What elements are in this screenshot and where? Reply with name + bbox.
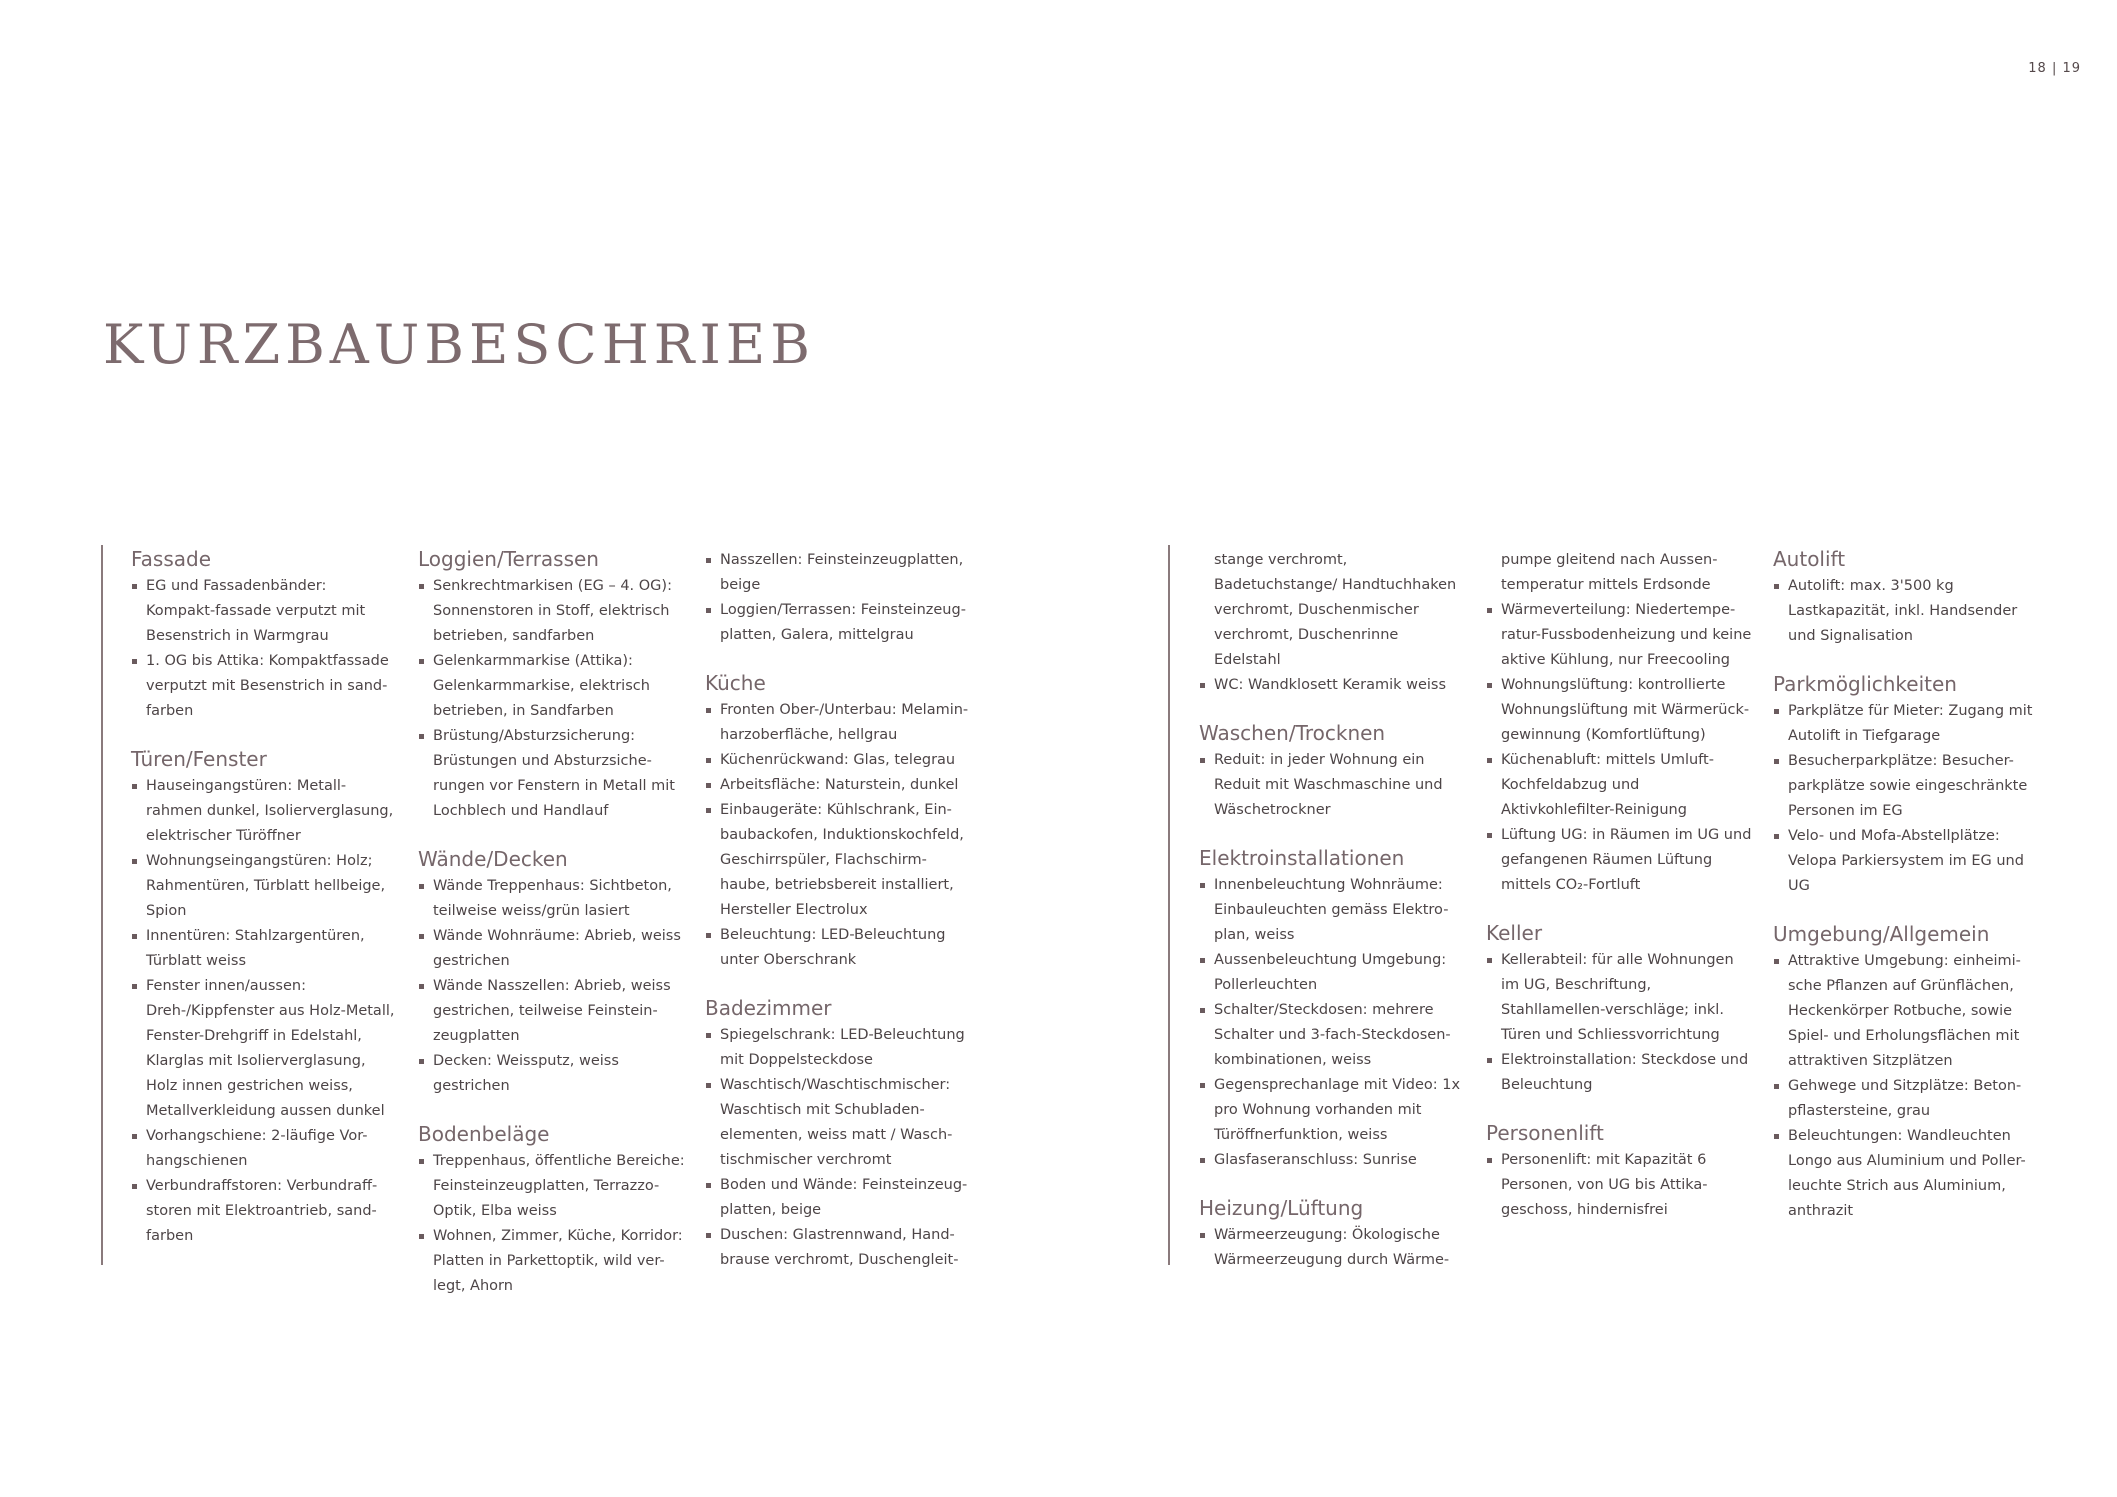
list-item: Beleuchtungen: Wandleuchten Longo aus Aluminium und Poller-leuchte Strich aus Aluminium, anthrazit	[1773, 1124, 2041, 1224]
list-item: Lüftung UG: in Räumen im UG und gefangenen Räumen Lüftung mittels CO₂-Fortluft	[1486, 823, 1754, 898]
section-heading: Waschen/Trocknen	[1199, 721, 1386, 745]
list-item: Kellerabteil: für alle Wohnungen im UG, Beschriftung, Stahllamellen-verschläge; inkl. Türen und Schliessvorrichtung	[1486, 948, 1754, 1048]
list-item: Gehwege und Sitzplätze: Beton-pflastersteine, grau	[1773, 1074, 2041, 1124]
section-list	[1773, 949, 2041, 1224]
list-item: Loggien/Terrassen: Feinsteinzeug-platten, Galera, mittelgrau	[705, 598, 973, 648]
list-item: Arbeitsfläche: Naturstein, dunkel	[705, 773, 973, 798]
list-item: Hauseingangstüren: Metall-rahmen dunkel, Isolierverglasung, elektrischer Türöffner	[131, 774, 399, 849]
list-item: Glasfaseranschluss: Sunrise	[1199, 1148, 1467, 1173]
list-item: Wohnungslüftung: kontrollierte Wohnungslüftung mit Wärmerück-gewinnung (Komfortlüftung)	[1486, 673, 1754, 748]
section-list	[705, 1023, 973, 1273]
section-heading: Personenlift	[1486, 1121, 1604, 1145]
section-list	[705, 698, 973, 973]
list-item: Wärmeverteilung: Niedertempe-ratur-Fussbodenheizung und keine aktive Kühlung, nur Freecooling	[1486, 598, 1754, 673]
section-heading: Wände/Decken	[418, 847, 568, 871]
list-item: Duschen: Glastrennwand, Hand-brause verchromt, Duschengleit-	[705, 1223, 973, 1273]
page-title: KURZBAUBESCHRIEB	[103, 313, 815, 376]
list-item: Gegensprechanlage mit Video: 1x pro Wohnung vorhanden mit Türöffnerfunktion, weiss	[1199, 1073, 1467, 1148]
list-item: Brüstung/Absturzsicherung: Brüstungen und Absturzsiche-rungen vor Fenstern in Metall mit Lochblech und Handlauf	[418, 724, 686, 824]
section-heading: Loggien/Terrassen	[418, 547, 599, 571]
list-item-continued: stange verchromt, Badetuchstange/ Handtuchhaken verchromt, Duschenmischer verchromt, Duschenrinne Edelstahl	[1214, 552, 1457, 668]
list-item: Wände Treppenhaus: Sichtbeton, teilweise weiss/grün lasiert	[418, 874, 686, 924]
list-item: Treppenhaus, öffentliche Bereiche: Feinsteinzeugplatten, Terrazzo-Optik, Elba weiss	[418, 1149, 686, 1224]
section-heading: Küche	[705, 671, 766, 695]
list-item: Autolift: max. 3'500 kg Lastkapazität, inkl. Handsender und Signalisation	[1773, 574, 2041, 649]
section-list	[1199, 1223, 1467, 1273]
column-2	[418, 546, 686, 1299]
list-item: Einbaugeräte: Kühlschrank, Ein-baubackofen, Induktionskochfeld, Geschirrspüler, Flachschirm-haube, betriebsbereit installiert, Hersteller Electrolux	[705, 798, 973, 923]
section-heading: Türen/Fenster	[131, 747, 267, 771]
list-item: Innenbeleuchtung Wohnräume: Einbauleuchten gemäss Elektro-plan, weiss	[1199, 873, 1467, 948]
list-item: Waschtisch/Waschtischmischer: Waschtisch mit Schubladen-elementen, weiss matt / Wasch-tischmischer verchromt	[705, 1073, 973, 1173]
section-list	[1486, 548, 1754, 898]
list-item: WC: Wandklosett Keramik weiss	[1199, 673, 1467, 698]
section-heading: Heizung/Lüftung	[1199, 1196, 1364, 1220]
section-list	[1486, 1148, 1754, 1223]
section-list	[1199, 748, 1467, 823]
list-item-continued: pumpe gleitend nach Aussen-temperatur mittels Erdsonde	[1501, 552, 1718, 593]
section-heading: Parkmöglichkeiten	[1773, 672, 1957, 696]
section-heading: Bodenbeläge	[418, 1122, 550, 1146]
section-list	[131, 774, 399, 1249]
section-list	[1199, 548, 1467, 698]
list-item: Gelenkarmmarkise (Attika): Gelenkarmmarkise, elektrisch betrieben, in Sandfarben	[418, 649, 686, 724]
list-item: Decken: Weissputz, weiss gestrichen	[418, 1049, 686, 1099]
list-item: Wände Nasszellen: Abrieb, weiss gestrichen, teilweise Feinstein-zeugplatten	[418, 974, 686, 1049]
list-item: 1. OG bis Attika: Kompaktfassade verputzt mit Besenstrich in sand-farben	[131, 649, 399, 724]
section-list	[418, 874, 686, 1099]
section-list	[705, 548, 973, 648]
list-item: Fenster innen/aussen: Dreh-/Kippfenster aus Holz-Metall, Fenster-Drehgriff in Edelstahl, Klarglas mit Isolierverglasung, Holz innen gestrichen weiss, Metallverkleidung aussen dunkel	[131, 974, 399, 1124]
list-item: Personenlift: mit Kapazität 6 Personen, von UG bis Attika-geschoss, hindernisfrei	[1486, 1148, 1754, 1223]
column-divider-left	[101, 545, 103, 1265]
list-item: Küchenrückwand: Glas, telegrau	[705, 748, 973, 773]
list-item: Reduit: in jeder Wohnung ein Reduit mit Waschmaschine und Wäschetrockner	[1199, 748, 1467, 823]
list-item: Elektroinstallation: Steckdose und Beleuchtung	[1486, 1048, 1754, 1098]
section-heading: Autolift	[1773, 547, 1846, 571]
list-item: Wohnen, Zimmer, Küche, Korridor: Platten in Parkettoptik, wild ver-legt, Ahorn	[418, 1224, 686, 1299]
section-list	[418, 574, 686, 824]
section-heading: Badezimmer	[705, 996, 832, 1020]
list-item: Senkrechtmarkisen (EG – 4. OG): Sonnenstoren in Stoff, elektrisch betrieben, sandfarben	[418, 574, 686, 649]
list-item: Wände Wohnräume: Abrieb, weiss gestrichen	[418, 924, 686, 974]
list-item: Vorhangschiene: 2-läufige Vor-hangschienen	[131, 1124, 399, 1174]
section-heading: Fassade	[131, 547, 212, 571]
page-number: 18 | 19	[2028, 61, 2081, 76]
list-item: Besucherparkplätze: Besucher-parkplätze sowie eingeschränkte Personen im EG	[1773, 749, 2041, 824]
list-item: Velo- und Mofa-Abstellplätze: Velopa Parkiersystem im EG und UG	[1773, 824, 2041, 899]
list-item: Attraktive Umgebung: einheimi-sche Pflanzen auf Grünflächen, Heckenkörper Rotbuche, sowie Spiel- und Erholungsflächen mit attraktiven Sitzplätzen	[1773, 949, 2041, 1074]
list-item: Nasszellen: Feinsteinzeugplatten, beige	[705, 548, 973, 598]
list-item: Boden und Wände: Feinsteinzeug-platten, beige	[705, 1173, 973, 1223]
column-5	[1486, 546, 1754, 1223]
list-item: Fronten Ober-/Unterbau: Melamin-harzoberfläche, hellgrau	[705, 698, 973, 748]
section-list	[1486, 948, 1754, 1098]
column-divider-right	[1168, 545, 1170, 1265]
column-3	[705, 546, 973, 1273]
list-item: Innentüren: Stahlzargentüren, Türblatt weiss	[131, 924, 399, 974]
column-1	[131, 546, 399, 1249]
section-heading: Umgebung/Allgemein	[1773, 922, 1990, 946]
column-6	[1773, 546, 2041, 1224]
list-item: Beleuchtung: LED-Beleuchtung unter Oberschrank	[705, 923, 973, 973]
section-heading: Elektroinstallationen	[1199, 846, 1405, 870]
section-list	[418, 1149, 686, 1299]
section-list	[1199, 873, 1467, 1173]
list-item: Wärmeerzeugung: Ökologische Wärmeerzeugung durch Wärme-	[1199, 1223, 1467, 1273]
section-list	[1773, 699, 2041, 899]
list-item: Spiegelschrank: LED-Beleuchtung mit Doppelsteckdose	[705, 1023, 973, 1073]
list-item: Küchenabluft: mittels Umluft-Kochfeldabzug und Aktivkohlefilter-Reinigung	[1486, 748, 1754, 823]
list-item: Parkplätze für Mieter: Zugang mit Autolift in Tiefgarage	[1773, 699, 2041, 749]
section-list	[131, 574, 399, 724]
list-item: Aussenbeleuchtung Umgebung: Pollerleuchten	[1199, 948, 1467, 998]
list-item: EG und Fassadenbänder: Kompakt-fassade verputzt mit Besenstrich in Warmgrau	[131, 574, 399, 649]
section-heading: Keller	[1486, 921, 1543, 945]
list-item: Verbundraffstoren: Verbundraff-storen mit Elektroantrieb, sand-farben	[131, 1174, 399, 1249]
column-4	[1199, 546, 1467, 1273]
list-item: Schalter/Steckdosen: mehrere Schalter und 3-fach-Steckdosen-kombinationen, weiss	[1199, 998, 1467, 1073]
list-item: Wohnungseingangstüren: Holz; Rahmentüren, Türblatt hellbeige, Spion	[131, 849, 399, 924]
section-list	[1773, 574, 2041, 649]
